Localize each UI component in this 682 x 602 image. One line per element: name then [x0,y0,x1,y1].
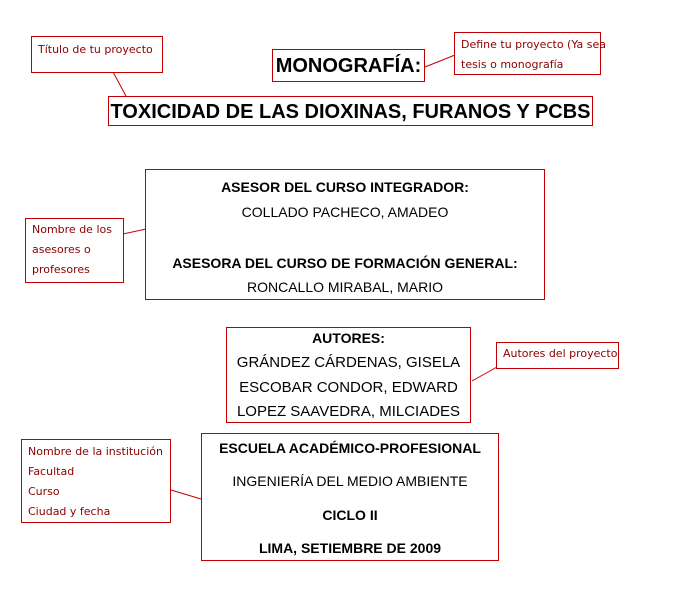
integrator-advisor-role: ASESOR DEL CURSO INTEGRADOR: [221,179,469,195]
cycle-name: CICLO II [322,507,378,523]
general-advisor-name: RONCALLO MIRABAL, MARIO [246,279,444,295]
project-title: TOXICIDAD DE LAS DIOXINAS, FURANOS Y PCBS [110,101,591,123]
place-and-date: LIMA, SETIEMBRE DE 2009 [258,540,442,556]
advisors-annotation-connector [123,229,146,234]
document-type-box [272,49,425,82]
authors-annotation-connector [472,367,497,381]
authors-annotation [496,342,619,369]
institution-annotation-line-4: Ciudad y fecha [28,505,111,518]
general-advisor-role: ASESORA DEL CURSO DE FORMACIÓN GENERAL: [172,255,518,271]
project-title-annotation-text: Título de tu proyecto [38,43,153,56]
author-name: GRÁNDEZ CÁRDENAS, GISELA [236,354,461,371]
project-type-annotation [454,32,607,75]
school-name: ESCUELA ACADÉMICO-PROFESIONAL [219,440,481,456]
authors-heading: AUTORES: [312,330,385,346]
author-name: ESCOBAR CONDOR, EDWARD [239,379,458,396]
project-title-annotation [31,36,163,73]
faculty-name: INGENIERÍA DEL MEDIO AMBIENTE [232,473,468,489]
advisors-annotation [25,218,124,283]
project-type-annotation-line-2: tesis o monografía [461,58,564,71]
advisors-annotation-line-3: profesores [32,263,90,276]
institution-annotation-line-3: Curso [28,485,60,498]
institution-annotation-connector [171,490,201,499]
title-annotation-connector [113,72,126,96]
project-type-annotation-line-1: Define tu proyecto (Ya sea [461,38,607,51]
institution-box [201,433,499,561]
document-type-label: MONOGRAFÍA: [275,55,422,77]
title-box [108,96,593,126]
institution-annotation [21,439,171,523]
advisors-annotation-line-2: asesores o [32,243,91,256]
authors-annotation-text: Autores del proyecto [503,347,618,360]
integrator-advisor-name: COLLADO PACHECO, AMADEO [241,204,449,220]
authors-box [226,327,471,423]
institution-annotation-line-1: Nombre de la institución [28,445,163,458]
author-name: LOPEZ SAAVEDRA, MILCIADES [236,403,461,420]
advisors-annotation-line-1: Nombre de los [32,223,112,236]
institution-annotation-line-2: Facultad [28,465,75,478]
type-annotation-connector [425,55,455,67]
advisors-box [145,169,545,300]
